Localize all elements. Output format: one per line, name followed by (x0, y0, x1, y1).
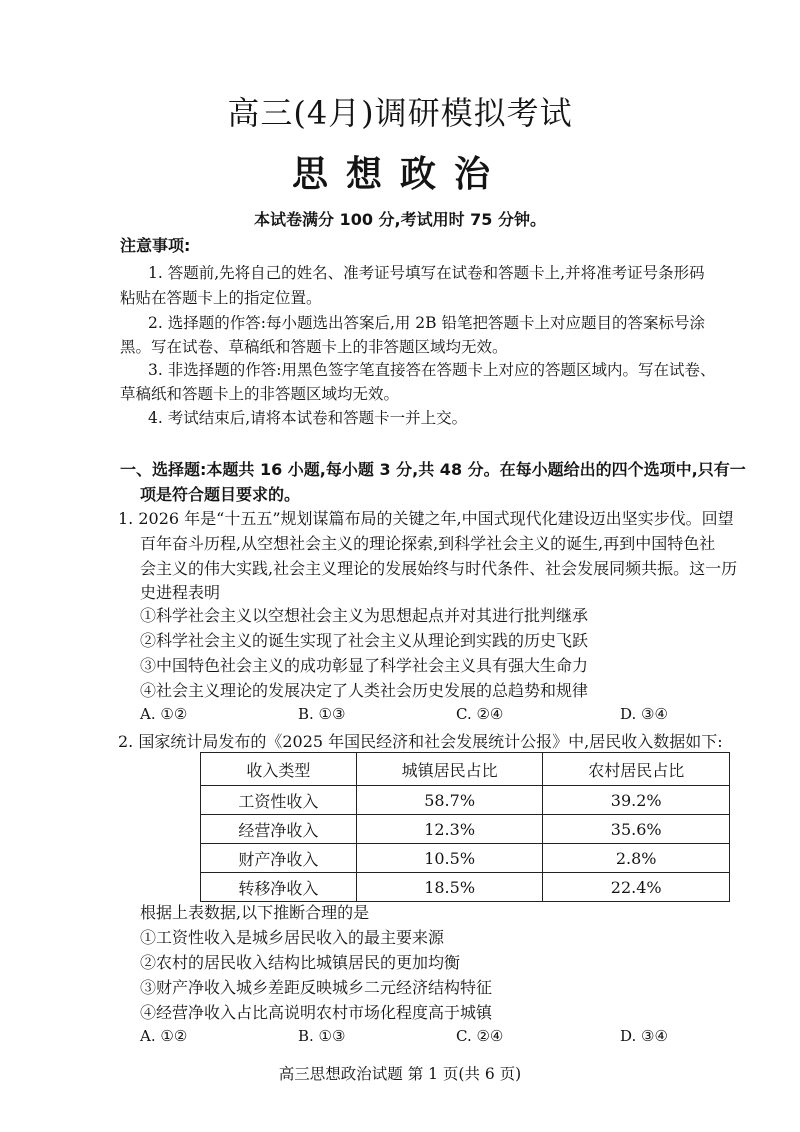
table-row (201, 844, 730, 873)
notice-line: 3. 非选择题的作答:用黑色签字笔直接答在答题卡上对应的答题区域内。写在试卷、 (148, 361, 716, 379)
table-header-row (201, 753, 730, 786)
question-1-choice-b: B. ①③ (298, 705, 346, 723)
notice-title: 注意事项: (120, 236, 191, 255)
table-cell: 转移净收入 (201, 873, 357, 902)
table-cell: 58.7% (356, 786, 543, 815)
table-cell: 18.5% (356, 873, 543, 902)
table-cell: 35.6% (543, 815, 730, 844)
question-2-choice-d: D. ③④ (620, 1027, 668, 1045)
question-2-choice-b: B. ①③ (298, 1027, 346, 1045)
exam-title: 高三(4月)调研模拟考试 (227, 94, 573, 132)
section-heading: 一、选择题:本题共 16 小题,每小题 3 分,共 48 分。在每小题给出的四个选项中,只有一 (120, 460, 746, 479)
question-2-prompt: 根据上表数据,以下推断合理的是 (140, 903, 370, 922)
question-1-option: ④社会主义理论的发展决定了人类社会历史发展的总趋势和规律 (140, 681, 589, 700)
question-1-option: ③中国特色社会主义的成功彰显了科学社会主义具有强大生命力 (140, 656, 589, 675)
section-heading: 项是符合题目要求的。 (140, 485, 301, 504)
table-header: 城镇居民占比 (356, 753, 543, 786)
question-2-stem: 2. 国家统计局发布的《2025 年国民经济和社会发展统计公报》中,居民收入数据如下: (118, 732, 723, 751)
table-cell: 39.2% (543, 786, 730, 815)
table-cell: 10.5% (356, 844, 543, 873)
table-row (201, 815, 730, 844)
subject-title: 思想政治 (291, 154, 508, 195)
question-2-option: ③财产净收入城乡差距反映城乡二元经济结构特征 (140, 978, 493, 997)
notice-line: 1. 答题前,先将自己的姓名、准考证号填写在试卷和答题卡上,并将准考证号条形码 (148, 264, 705, 282)
notice-line: 2. 选择题的作答:每小题选出答案后,用 2B 铅笔把答题卡上对应题目的答案标号涂 (148, 314, 705, 332)
question-1-choice-d: D. ③④ (620, 705, 668, 723)
question-2-option: ①工资性收入是城乡居民收入的最主要来源 (140, 928, 445, 947)
question-1-stem: 百年奋斗历程,从空想社会主义的理论探索,到科学社会主义的诞生,再到中国特色社 (140, 534, 716, 553)
table-row (201, 786, 730, 815)
notice-line: 黑。写在试卷、草稿纸和答题卡上的非答题区域均无效。 (120, 338, 508, 356)
question-1-choice-c: C. ②④ (456, 705, 504, 723)
question-2-option: ④经营净收入占比高说明农村市场化程度高于城镇 (140, 1003, 493, 1022)
question-1-stem: 1. 2026 年是“十五五”规划谋篇布局的关键之年,中国式现代化建设迈出坚实步伐。回望 (118, 509, 734, 528)
question-1-option: ①科学社会主义以空想社会主义为思想起点并对其进行批判继承 (140, 606, 589, 625)
notice-line: 粘贴在答题卡上的指定位置。 (120, 289, 322, 307)
table-cell: 经营净收入 (201, 815, 357, 844)
table-cell: 12.3% (356, 815, 543, 844)
table-cell: 财产净收入 (201, 844, 357, 873)
table-row (201, 873, 730, 902)
table-header: 农村居民占比 (543, 753, 730, 786)
income-table (200, 752, 730, 902)
question-1-choice-a: A. ①② (140, 705, 188, 723)
page-footer: 高三思想政治试题 第 1 页(共 6 页) (278, 1065, 522, 1083)
question-2-choice-a: A. ①② (140, 1027, 188, 1045)
table-header: 收入类型 (201, 753, 357, 786)
notice-line: 草稿纸和答题卡上的非答题区域均无效。 (120, 385, 400, 403)
question-1-option: ②科学社会主义的诞生实现了社会主义从理论到实践的历史飞跃 (140, 631, 589, 650)
table-cell: 2.8% (543, 844, 730, 873)
question-1-stem: 史进程表明 (140, 583, 221, 602)
table-cell: 工资性收入 (201, 786, 357, 815)
table-cell: 22.4% (543, 873, 730, 902)
question-2-choice-c: C. ②④ (456, 1027, 504, 1045)
score-note: 本试卷满分 100 分,考试用时 75 分钟。 (253, 210, 547, 229)
question-1-stem: 会主义的伟大实践,社会主义理论的发展始终与时代条件、社会发展同频共振。这一历 (140, 559, 738, 578)
question-2-option: ②农村的居民收入结构比城镇居民的更加均衡 (140, 953, 461, 972)
notice-line: 4. 考试结束后,请将本试卷和答题卡一并上交。 (148, 409, 468, 427)
